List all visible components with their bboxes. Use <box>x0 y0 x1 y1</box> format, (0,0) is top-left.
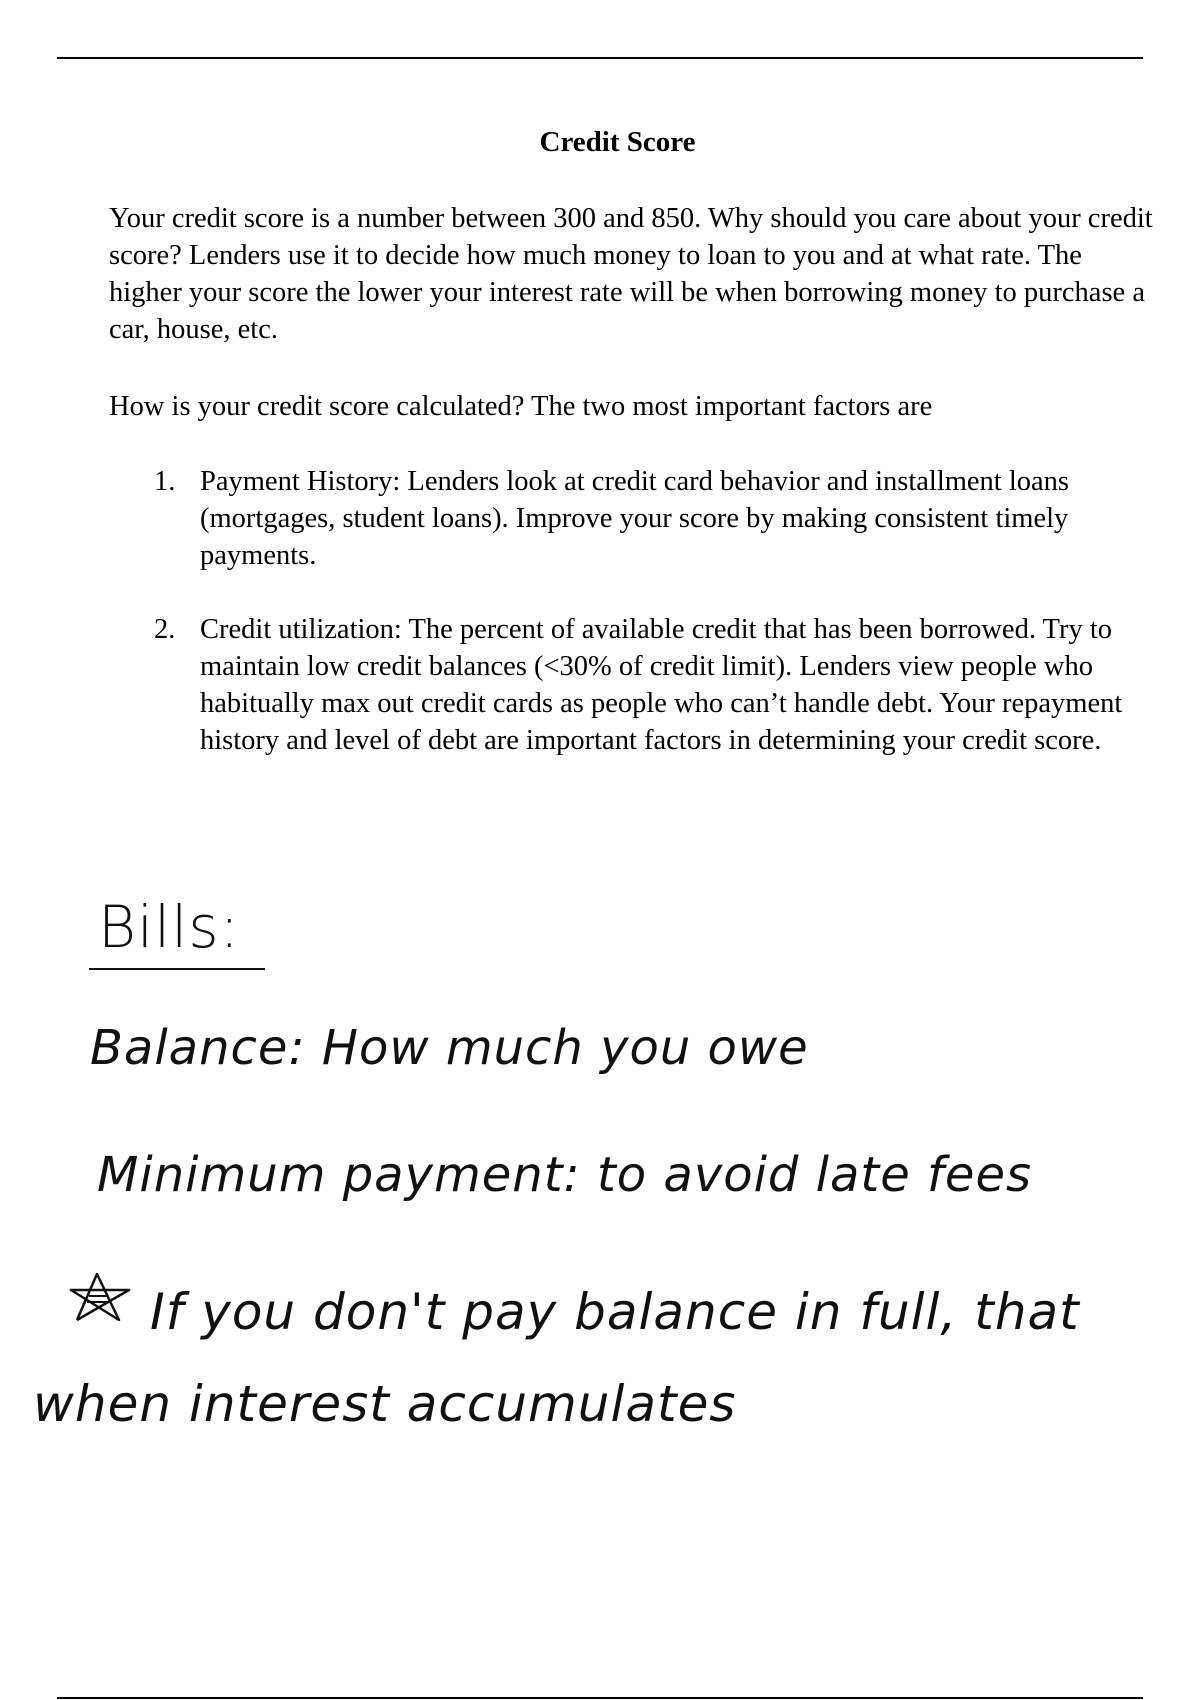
handwritten-note-balance: Balance: How much you owe <box>90 1020 809 1076</box>
handwritten-note-interest-line-2: when interest accumulates <box>33 1375 737 1433</box>
intro-paragraph: Your credit score is a number between 300 and 850. Why should you care about your credit score? Lenders use it to decide how much money to loan to you and at what rate. The higher your score the lower your interest rate will be when borrowing money to purchase a car, house, etc. <box>109 203 1153 345</box>
star-icon <box>67 1270 133 1324</box>
list-item-number: 1. <box>154 466 176 497</box>
page-title: Credit Score <box>539 126 696 158</box>
handwritten-note-interest-line-1: If you don't pay balance in full, that <box>150 1283 1080 1341</box>
list-item-text: Payment History: Lenders look at credit card behavior and installment loans (mortgages, student loans). Improve your score by making consistent timely payments. <box>200 466 1070 571</box>
list-item <box>154 463 1154 583</box>
bottom-rule <box>57 1697 1143 1699</box>
handwritten-heading: Bills: <box>98 893 241 961</box>
list-item-text: Credit utilization: The percent of available credit that has been borrowed. Try to maintain low credit balances (<30% of credit limit). Lenders view people who habitually max out credit cards as people who can’t handle debt. Your repayment history and level of debt are important factors in determining your credit score. <box>200 614 1123 756</box>
handwritten-note-minimum-payment: Minimum payment: to avoid late fees <box>97 1147 1032 1203</box>
list-item-number: 2. <box>154 614 176 645</box>
list-item <box>154 611 1154 811</box>
top-rule <box>57 57 1143 59</box>
handwritten-underline <box>89 968 265 970</box>
calculation-paragraph: How is your credit score calculated? The two most important factors are <box>109 391 933 422</box>
